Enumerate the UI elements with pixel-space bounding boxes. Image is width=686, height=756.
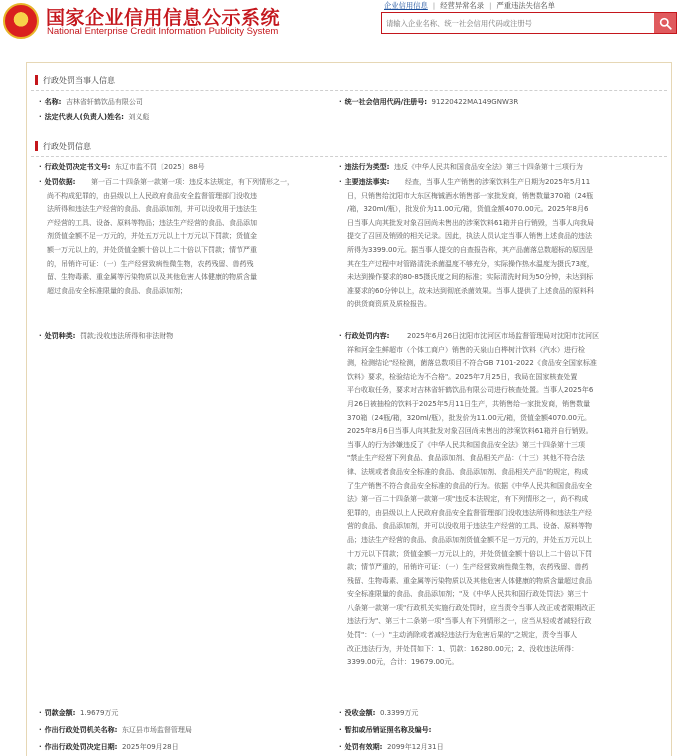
penalty-basis-line: 超过食品安全标准限量的食品、食品添加剂； [47, 286, 187, 295]
legal-rep-field: · 法定代表人(负责人)姓名: 刘义彪 [39, 113, 150, 121]
penalty-content-text [339, 330, 669, 670]
violation-facts-line: 日当事人向其批发对象召回尚未售出的涉案饮料61箱并自行销毁，当事人向我局 [347, 218, 594, 227]
site-title-cn: 国家企业信用信息公示系统 [46, 7, 281, 29]
credit-code-field: · 统一社会信用代码/注册号: 91220422MA149GNW3R [339, 98, 519, 106]
penalty-section-heading [27, 139, 91, 153]
decision-no-value: 东辽市监不罚〔2025〕88号 [114, 163, 205, 171]
violation-facts-line: 未达到操作要求的80-85摄氏度之间的标准；实际清洗时间为50分钟，未达到标 [347, 273, 594, 282]
search-icon [659, 17, 672, 30]
violation-facts-text [339, 176, 669, 312]
penalty-basis-line: 第一百二十四条第一款第一项：违反本法规定，有下列情形之一， [91, 178, 294, 186]
penalty-content-line: 测，检测结论"经检测，菌落总数项目不符合GB 7101-2022《食品安全国家标准 [347, 359, 597, 368]
credit-code-value: 91220422MA149GNW3R [431, 98, 519, 106]
search-box [381, 12, 677, 34]
penalty-basis-line: 产经营的工具、设备、原料等物品；违法生产经营的食品、食品添加 [47, 218, 257, 227]
violation-facts-line: 其在生产过程中对管路清洗杀菌温度不够充分，实际操作热水温度为摄氏73度， [347, 259, 594, 268]
penalty-content-line: 残留、生物毒素、重金属等污染物质以及其他危害人体健康的物质含量超过食品 [347, 576, 592, 585]
content-frame [26, 62, 672, 756]
penalty-content-line: 2025年8月6日当事人向其批发对象召回尚未售出的涉案饮料61箱并自行销毁。 [347, 427, 593, 436]
violation-facts-line: 的供货商资质及质检报告。 [347, 300, 431, 309]
authority-value: 东辽县市场监督管理局 [121, 726, 192, 734]
penalty-content-line: 款；情节严重的，吊销许可证：（一）生产经营致病性微生物，农药残留、兽药 [347, 563, 589, 572]
search-button[interactable] [654, 13, 676, 33]
penalty-content-line: 法》第一百二十四条第一款第一项"违反本法规定，有下列情形之一，尚不构成 [347, 495, 589, 504]
penalty-content-line: 律、法规或者食品安全标准的食品、食品添加剂、食品相关产品"的规定，构成 [347, 467, 589, 476]
penalty-content-line: 改正违法行为，并处罚如下：1、罚款：16280.00元；2、没收违法所得： [347, 644, 579, 653]
confiscate-amount-value: 0.3399万元 [379, 709, 419, 717]
penalty-content-line: 3399.00元，合计：19679.00元。 [347, 658, 459, 667]
nav-link-serious-violation-list[interactable]: 严重违法失信名单 [496, 1, 555, 10]
penalty-basis-line: 尚不构成犯罪的，由县级以上人民政府食品安全监督管理部门没收违 [47, 191, 257, 200]
violation-type-value: 违反《中华人民共和国食品安全法》第三十四条第十三项行为 [393, 163, 583, 171]
party-section-title: 行政处罚当事人信息 [43, 75, 115, 85]
penalty-content-line: 月26日被抽检的饮料于2025年5月11日生产，共销售给一家批发商，销售数量 [347, 399, 591, 408]
penalty-basis-line: 的，吊销许可证：（一）生产经营致病性微生物，农药残留、兽药残 [47, 259, 254, 268]
validity-field: · 处罚有效期: 2099年12月31日 [339, 743, 444, 751]
penalty-kind-field: · 处罚种类: 罚款;没收违法所得和非法财物 [39, 332, 174, 340]
authority-field: · 作出行政处罚机关名称: 东辽县市场监督管理局 [39, 726, 192, 734]
party-name-value: 吉林省轩鹤饮品有限公司 [65, 98, 143, 106]
section-divider [31, 90, 667, 91]
penalty-content-line: 违法行为"、第三十二条第一项"当事人有下列情形之一，应当从轻或者减轻行政 [347, 617, 592, 626]
decision-date-field: · 作出行政处罚决定日期: 2025年09月28日 [39, 743, 179, 751]
penalty-content-line: 当事人的行为涉嫌违反了《中华人民共和国食品安全法》第三十四条第十三项 [347, 440, 585, 449]
penalty-content-line: 饮料》要求，检验结论为不合格"。2025年7月25日，我局在国家核查处置 [347, 372, 578, 381]
penalty-content-field: · 行政处罚内容: [339, 332, 390, 340]
violation-facts-line: 日，只销售给沈阳市大东区梅铖酒水销售部一家批发商，销售数量370箱（24瓶 [347, 191, 594, 200]
penalty-content-line: 祥和河金生鲜超市（个体工商户）销售的天泉山白桦树汁饮料（汽水）进行检 [347, 345, 585, 354]
party-section-heading [27, 73, 115, 87]
penalty-basis-text [39, 176, 337, 298]
penalty-content-line: 品；违法生产经营的食品、食品添加剂货值金额不足一万元的，并处五万元以上 [347, 535, 592, 544]
section-marker [35, 141, 38, 151]
site-header [0, 0, 686, 40]
license-field: · 暂扣或吊销证照名称及编号: [339, 726, 432, 734]
section-divider [31, 156, 667, 157]
violation-facts-line: 所得为3399.00元。据当事人提交的自查报告称，其产品菌落总数超标的原因是 [347, 245, 593, 254]
violation-type-field: · 违法行为类型: 违反《中华人民共和国食品安全法》第三十四条第十三项行为 [339, 163, 583, 171]
penalty-kind-value: 罚款;没收违法所得和非法财物 [79, 332, 174, 340]
party-name-field: · 名称: 吉林省轩鹤饮品有限公司 [39, 98, 143, 106]
decision-no-field: · 行政处罚决定书文号: 东辽市监不罚〔2025〕88号 [39, 163, 205, 171]
penalty-basis-line: 留、生物毒素、重金属等污染物质以及其他危害人体健康的物质含量 [47, 273, 257, 282]
penalty-content-line: 2025年6月26日沈阳市沈河区市场监督管理局对沈阳市沈河区 [407, 332, 600, 340]
confiscate-amount-field: · 没收金额: 0.3399万元 [339, 709, 419, 717]
site-title-en: National Enterprise Credit Information Publicity System [47, 26, 279, 37]
penalty-basis-line: 剂货值金额不足一万元的，并处五万元以上十万元以下罚款；货值金 [47, 232, 257, 241]
penalty-section-title: 行政处罚信息 [43, 141, 91, 151]
penalty-content-line: 处罚"：（一）"主动消除或者减轻违法行为危害后果的"之规定，责令当事人 [347, 631, 578, 640]
penalty-content-line: 八条第一款第一项"行政机关实施行政处罚时，应当责令当事人改正或者限期改正 [347, 603, 596, 612]
fine-amount-value: 1.9679万元 [79, 709, 119, 717]
nav-link-abnormal-list[interactable]: 经营异常名录 [440, 1, 485, 10]
penalty-content-line: "禁止生产经营下列食品、食品添加剂、食品相关产品：（十三）其他不符合法 [347, 454, 585, 463]
penalty-basis-line: 额一万元以上的，并处货值金额十倍以上二十倍以下罚款；情节严重 [47, 245, 257, 254]
penalty-basis-line: 法所得和违法生产经营的食品、食品添加剂，并可以没收用于违法生 [47, 205, 257, 214]
violation-facts-line: 经查，当事人生产销售的涉案饮料生产日期为2025年5月11 [405, 178, 591, 186]
nav-link-credit-info[interactable]: 企业信用信息 [384, 1, 428, 10]
national-emblem-icon: ★ [3, 3, 39, 39]
penalty-content-line: 了生产销售不符合食品安全标准的食品的行为。依据《中华人民共和国食品安全 [347, 481, 592, 490]
penalty-content-line: 犯罪的，由县级以上人民政府食品安全监督管理部门没收违法所得和违法生产经 [347, 508, 592, 517]
penalty-content-line: 安全标准限量的食品、食品添加剂；"及《中华人民共和国行政处罚法》第三十 [347, 590, 589, 599]
fine-amount-field: · 罚款金额: 1.9679万元 [39, 709, 119, 717]
violation-facts-field: · 主要违法事实: [339, 178, 390, 186]
validity-value: 2099年12月31日 [386, 743, 444, 751]
legal-rep-value: 刘义彪 [128, 113, 150, 121]
violation-facts-line: 准要求的60分钟以上，故未达到彻底杀菌效果。当事人提供了上述食品的原料科 [347, 286, 594, 295]
violation-facts-line: /箱，320ml/瓶），批发价为11.00元/箱，货值金额4070.00元。2025年8月6 [347, 205, 589, 214]
top-nav-links: 企业信用信息 | 经营异常名录 | 严重违法失信名单 [384, 1, 555, 10]
section-marker [35, 75, 38, 85]
search-input[interactable] [382, 13, 654, 33]
penalty-content-line: 营的食品、食品添加剂，并可以没收用于违法生产经营的工具、设备、原料等物 [347, 522, 592, 531]
penalty-content-line: 十万元以下罚款；货值金额一万元以上的，并处货值金额十倍以上二十倍以下罚 [347, 549, 592, 558]
violation-facts-line: 提交了召回及销毁的相关记录。因此，执法人员认定当事人销售上述食品的违法 [347, 232, 592, 241]
penalty-content-line: 平台收取任务，要求对吉林省轩鹤饮品有限公司进行核查处置。当事人2025年6 [347, 386, 594, 395]
penalty-basis-field: · 处罚依据: [39, 178, 76, 186]
decision-date-value: 2025年09月28日 [121, 743, 179, 751]
penalty-content-line: 370箱（24瓶/箱，320ml/瓶），批发价为11.00元/箱，货值金额4070.00元。 [347, 413, 591, 422]
